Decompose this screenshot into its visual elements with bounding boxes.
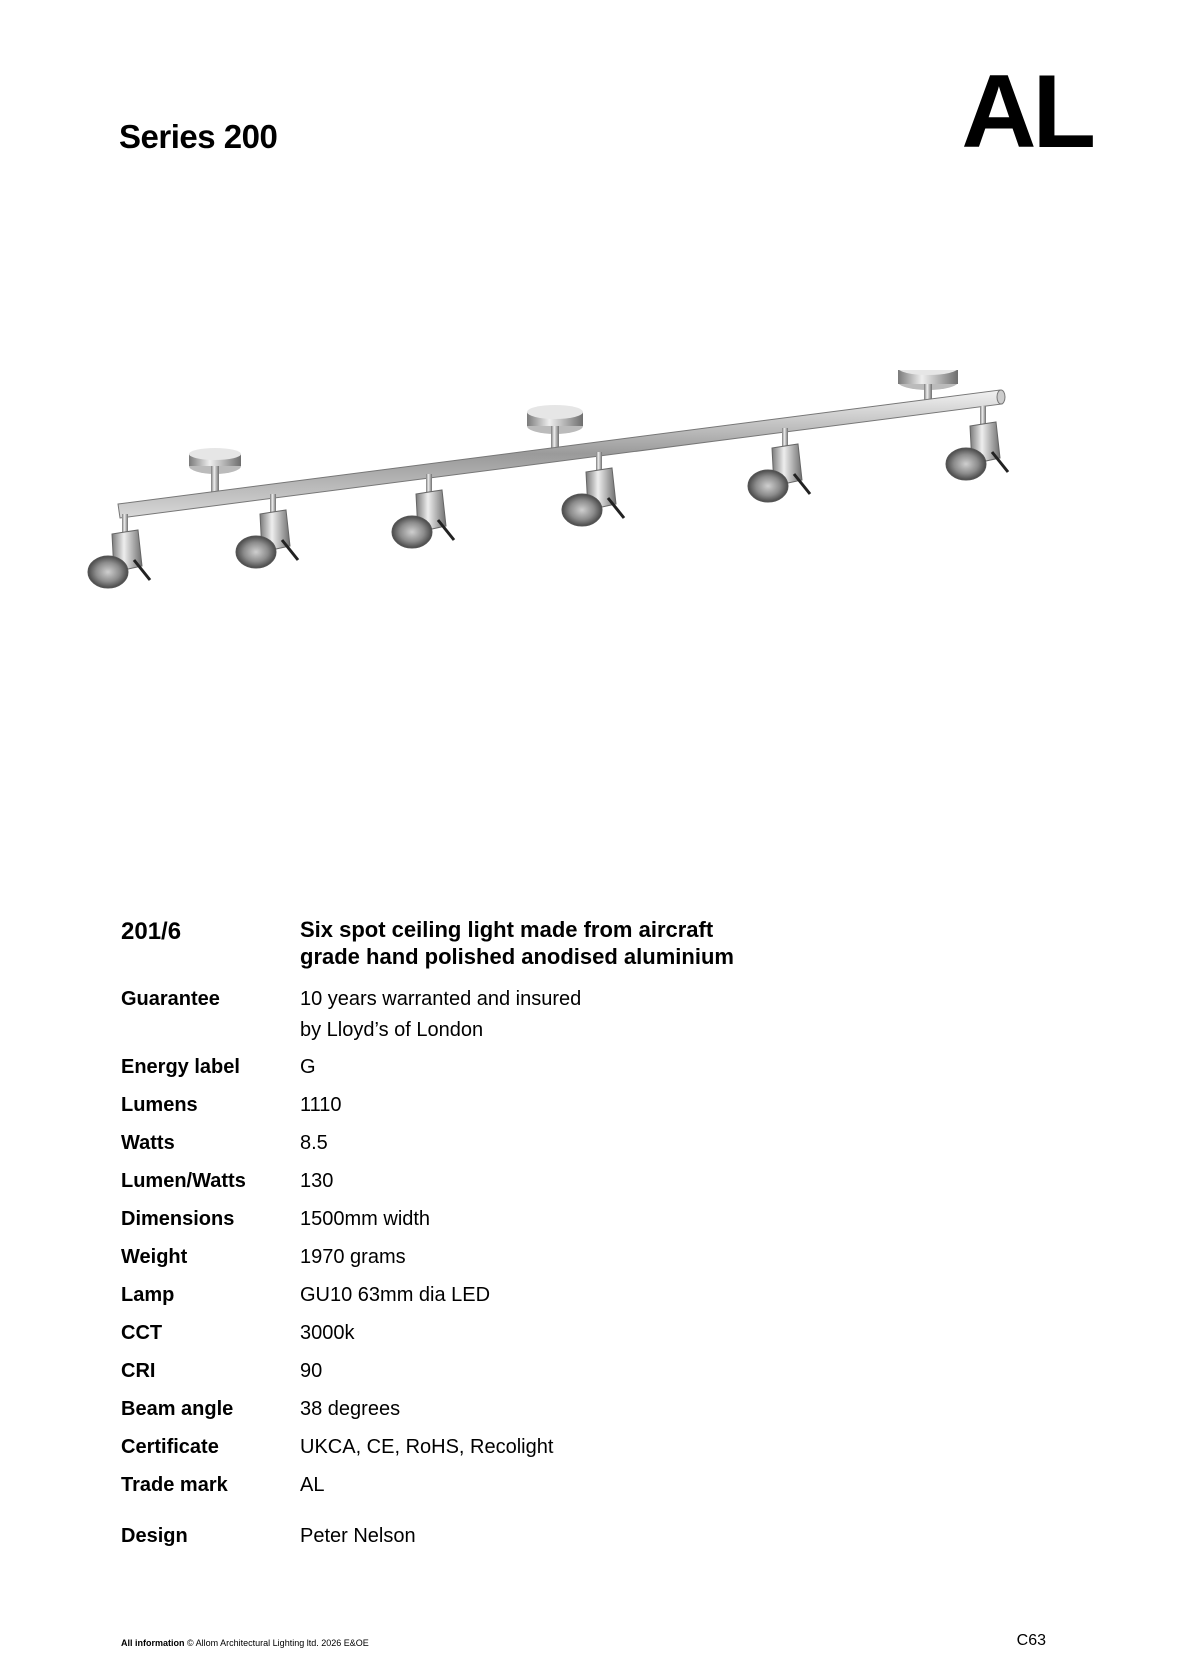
spec-row-dimensions bbox=[121, 1204, 921, 1235]
spot-1 bbox=[88, 514, 150, 588]
description-line-2: grade hand polished anodised aluminium bbox=[300, 944, 734, 969]
spec-value: 38 degrees bbox=[300, 1398, 401, 1420]
spec-value: 8.5 bbox=[300, 1132, 328, 1154]
spec-value: 90 bbox=[300, 1360, 323, 1382]
series-title: Series 200 bbox=[119, 118, 278, 155]
six-spot-ceiling-light-icon bbox=[80, 370, 1110, 640]
spec-row-lumen-watts bbox=[121, 1166, 921, 1197]
spec-label: Guarantee bbox=[121, 988, 220, 1010]
spec-value: G bbox=[300, 1056, 316, 1078]
spec-label: Lamp bbox=[121, 1284, 175, 1306]
spot-4 bbox=[562, 452, 624, 526]
product-description bbox=[300, 916, 820, 970]
spec-value: 1970 grams bbox=[300, 1246, 406, 1268]
guarantee-line-2: by Lloyd’s of London bbox=[300, 1019, 484, 1041]
spec-row-beam bbox=[121, 1394, 921, 1425]
spec-row-certificate bbox=[121, 1432, 921, 1463]
spec-label: Weight bbox=[121, 1246, 188, 1268]
spec-row-lumens bbox=[121, 1090, 921, 1121]
product-code: 201/6 bbox=[121, 918, 182, 945]
spec-row-cri bbox=[121, 1356, 921, 1387]
spec-value: 1110 bbox=[300, 1094, 342, 1116]
spot-3 bbox=[392, 474, 454, 548]
page-number: C63 bbox=[1016, 1632, 1046, 1649]
spec-label: CRI bbox=[121, 1360, 156, 1382]
brand-logo: AL bbox=[961, 54, 1092, 170]
footer-note-rest: © Allom Architectural Lighting ltd. 2026 E&OE bbox=[187, 1638, 369, 1648]
spec-label: Trade mark bbox=[121, 1474, 228, 1496]
spec-label: Energy label bbox=[121, 1056, 240, 1078]
spec-label: Lumens bbox=[121, 1094, 198, 1116]
spec-value: 1500mm width bbox=[300, 1208, 431, 1230]
spec-table bbox=[121, 984, 921, 1552]
spec-value: GU10 63mm dia LED bbox=[300, 1284, 491, 1306]
spec-row-trademark bbox=[121, 1470, 921, 1501]
spec-row-energy bbox=[121, 1052, 921, 1083]
spec-value: 3000k bbox=[300, 1322, 355, 1344]
spec-label: CCT bbox=[121, 1322, 163, 1344]
spec-row-lamp bbox=[121, 1280, 921, 1311]
spec-label: Watts bbox=[121, 1132, 175, 1154]
spec-label: Dimensions bbox=[121, 1208, 235, 1230]
spot-2 bbox=[236, 494, 298, 568]
footer-note bbox=[121, 1638, 369, 1648]
spec-row-watts bbox=[121, 1128, 921, 1159]
spec-value: 130 bbox=[300, 1170, 334, 1192]
spec-row-weight bbox=[121, 1242, 921, 1273]
guarantee-line-1: 10 years warranted and insured bbox=[300, 988, 582, 1010]
spec-row-cct bbox=[121, 1318, 921, 1349]
spot-5 bbox=[748, 428, 810, 502]
spec-label: Beam angle bbox=[121, 1398, 234, 1420]
footer-note-bold: All information bbox=[121, 1638, 185, 1648]
spot-6 bbox=[946, 406, 1008, 480]
spec-label: Certificate bbox=[121, 1436, 219, 1458]
spec-value: Peter Nelson bbox=[300, 1525, 416, 1547]
spec-value: AL bbox=[300, 1474, 325, 1496]
spec-value: UKCA, CE, RoHS, Recolight bbox=[300, 1436, 554, 1458]
spec-value bbox=[300, 984, 581, 1046]
spec-row-design bbox=[121, 1521, 921, 1552]
spec-label: Lumen/Watts bbox=[121, 1170, 246, 1192]
spec-label: Design bbox=[121, 1525, 188, 1547]
description-line-1: Six spot ceiling light made from aircraft bbox=[300, 917, 714, 942]
spec-row-guarantee bbox=[121, 984, 921, 1046]
